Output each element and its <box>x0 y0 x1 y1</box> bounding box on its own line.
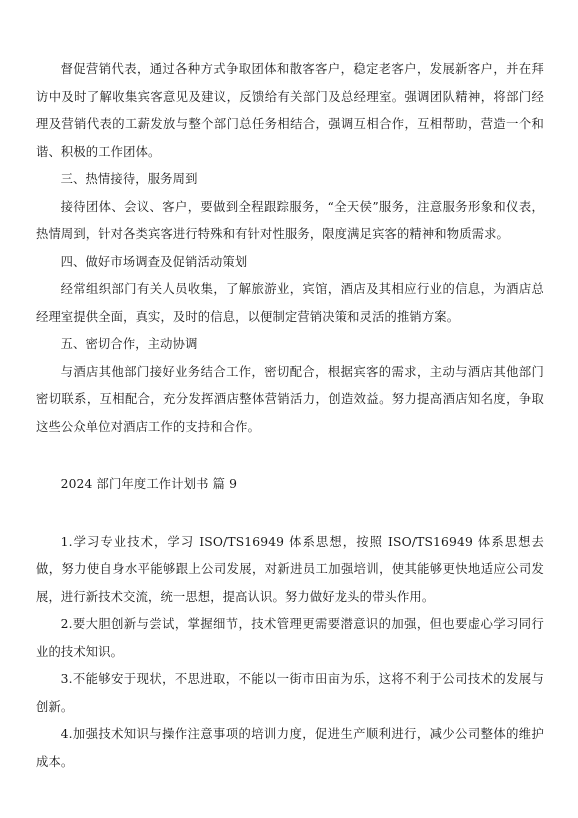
section-title: 2024 部门年度工作计划书 篇 9 <box>60 477 238 491</box>
document-page <box>36 56 544 776</box>
heading-cooperation: 五、密切合作，主动协调 <box>60 337 198 351</box>
list-item-3: 3.不能够安于现状，不思进取，不能以一街市田亩为乐，这将不利于公司技术的发展与创新。 <box>36 672 544 714</box>
paragraph-sales-reps: 督促营销代表，通过各种方式争取团体和散客客户，稳定老客户，发展新客户，并在拜访中及时了解收集宾客意见及建议，反馈给有关部门及总经理室。强调团队精神，将部门经理及营销代表的工薪发放与整个部门总任务相结合，强调互相合作，互相帮助，营造一个和谐、积极的工作团体。 <box>36 62 544 159</box>
list-item-2: 2.要大胆创新与尝试，掌握细节，技术管理更需要潜意识的加强，但也要虚心学习同行业的技术知识。 <box>36 617 544 659</box>
list-item-4: 4.加强技术知识与操作注意事项的培训力度，促进生产顺利进行，减少公司整体的维护成本。 <box>36 727 544 769</box>
paragraph-cooperation: 与酒店其他部门接好业务结合工作，密切配合，根据宾客的需求，主动与酒店其他部门密切联系，互相配合，充分发挥酒店整体营销活力，创造效益。努力提高酒店知名度，争取这些公众单位对酒店工作的支持和合作。 <box>36 364 544 434</box>
heading-market-research: 四、做好市场调查及促销活动策划 <box>60 254 248 269</box>
paragraph-market-research: 经常组织部门有关人员收集，了解旅游业，宾馆，酒店及其相应行业的信息，为酒店总经理室提供全面，真实，及时的信息，以便制定营销决策和灵活的推销方案。 <box>36 282 544 324</box>
heading-warm-reception: 三、热情接待，服务周到 <box>60 172 198 186</box>
paragraph-reception: 接待团体、会议、客户，要做到全程跟踪服务，“全天侯”服务，注意服务形象和仪表，热情周到，针对各类宾客进行特殊和有针对性服务，限度满足宾客的精神和物质需求。 <box>36 199 544 241</box>
list-item-1: 1.学习专业技术，学习 ISO/TS16949 体系思想，按照 ISO/TS16949 体系思想去做，努力使自身水平能够跟上公司发展，对新进员工加强培训，使其能够更快地适应公司发展，进行新技术交流，统一思想，提高认识。努力做好龙头的带头作用。 <box>36 534 545 604</box>
